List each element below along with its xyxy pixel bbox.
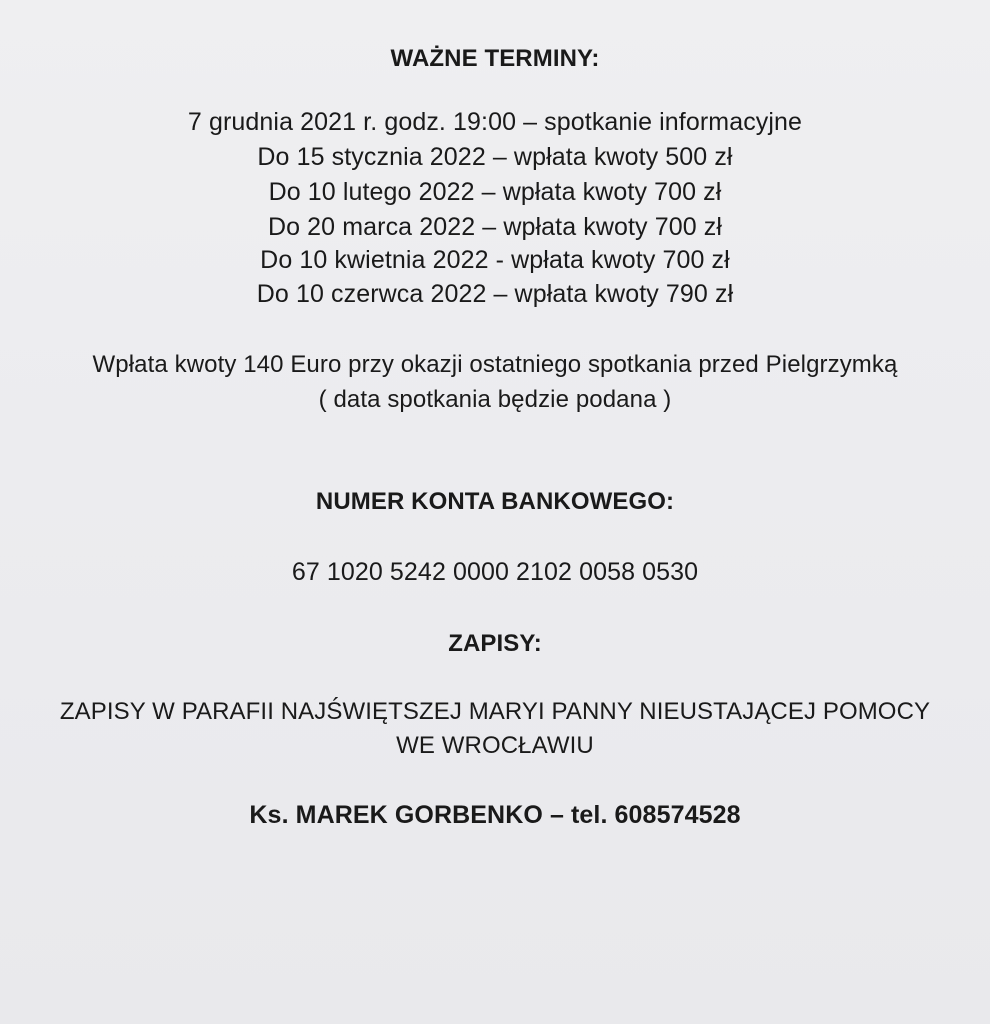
term-item: Do 15 stycznia 2022 – wpłata kwoty 500 zł xyxy=(257,143,733,171)
euro-payment-note: Wpłata kwoty 140 Euro przy okazji ostatniego spotkania przed Pielgrzymką xyxy=(92,351,898,378)
signup-parish-line1: ZAPISY W PARAFII NAJŚWIĘTSZEJ MARYI PANNY NIEUSTAJĄCEJ POMOCY xyxy=(59,698,931,725)
signup-parish-line2: WE WROCŁAWIU xyxy=(396,732,594,759)
term-item: Do 20 marca 2022 – wpłata kwoty 700 zł xyxy=(267,213,723,241)
signup-heading: ZAPISY: xyxy=(448,630,542,657)
term-item: Do 10 czerwca 2022 – wpłata kwoty 790 zł xyxy=(256,280,734,308)
bank-heading: NUMER KONTA BANKOWEGO: xyxy=(315,488,675,515)
euro-payment-subnote: ( data spotkania będzie podana ) xyxy=(318,386,672,413)
contact-person: Ks. MAREK GORBENKO – tel. 608574528 xyxy=(249,801,741,829)
terms-heading: WAŻNE TERMINY: xyxy=(390,45,600,72)
term-item: Do 10 kwietnia 2022 - wpłata kwoty 700 zł xyxy=(260,246,730,274)
term-item: 7 grudnia 2021 r. godz. 19:00 – spotkanie informacyjne xyxy=(187,108,803,136)
bank-account-number: 67 1020 5242 0000 2102 0058 0530 xyxy=(291,558,699,586)
term-item: Do 10 lutego 2022 – wpłata kwoty 700 zł xyxy=(268,178,722,206)
